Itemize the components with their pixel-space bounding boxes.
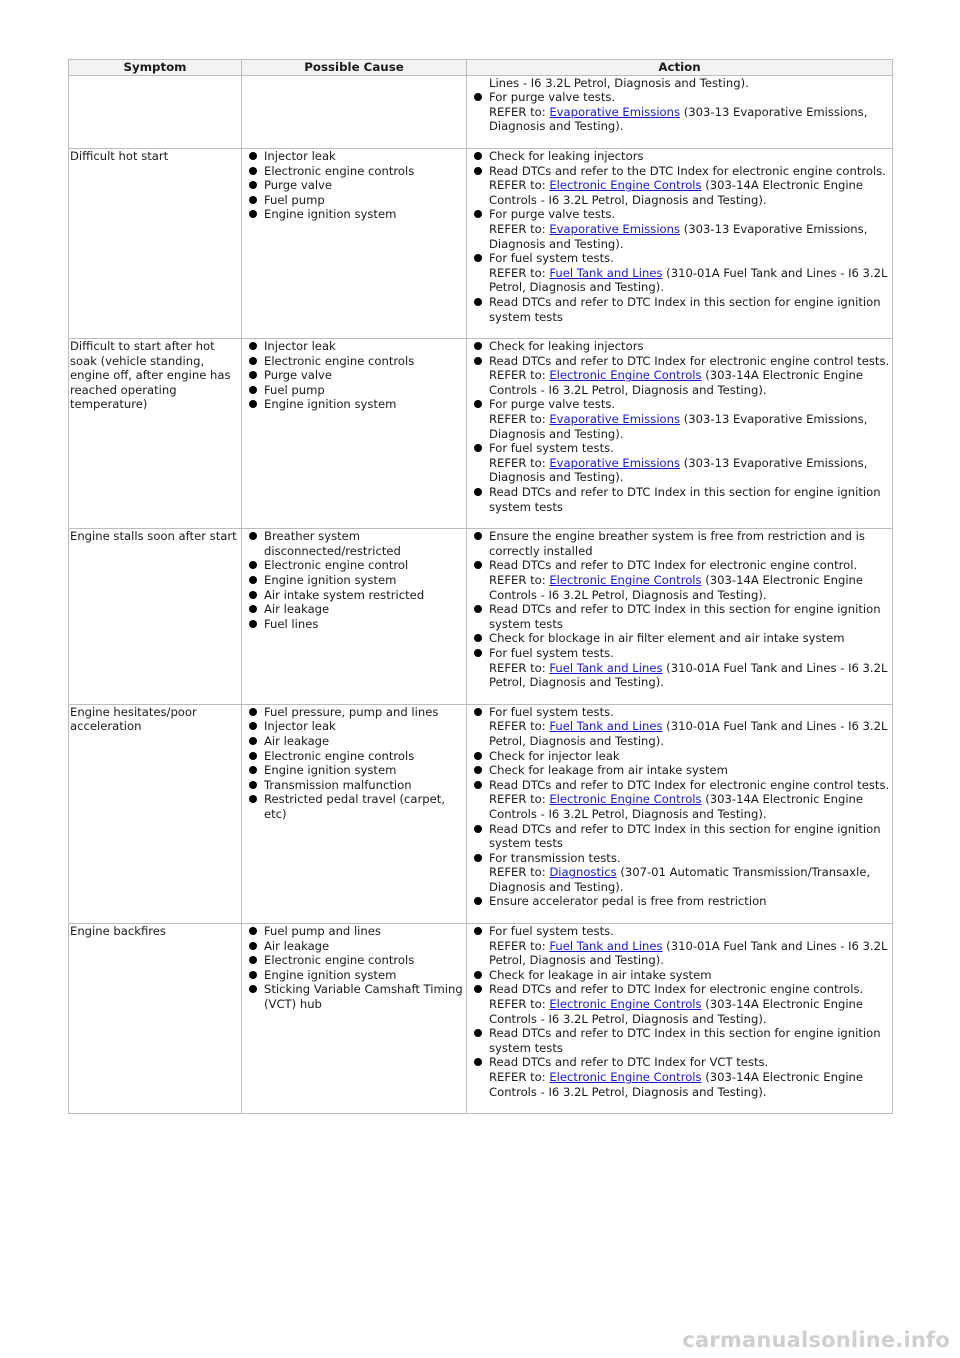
cause-item: Fuel lines (243, 617, 466, 632)
cell-spacer (468, 514, 892, 528)
action-text: Check for leaking injectors (489, 148, 644, 163)
action-text: Read DTCs and refer to DTC Index for electronic engine control. (489, 558, 858, 573)
reference-link[interactable]: Electronic Engine Controls (549, 1070, 702, 1084)
cause-item: Sticking Variable Camshaft Timing (VCT) hub (243, 982, 466, 1011)
reference-link[interactable]: Electronic Engine Controls (549, 368, 702, 383)
action-list (468, 529, 892, 690)
symptom-cell (69, 75, 242, 148)
action-text: Read DTCs and refer to DTC Index in this section for engine ignition system tests (489, 294, 881, 324)
cause-item: Purge valve (243, 368, 466, 383)
refer-to-label: REFER to: (489, 221, 550, 236)
cause-item: Engine ignition system (243, 573, 466, 588)
action-item (468, 705, 892, 749)
action-text: Read DTCs and refer to DTC Index in this section for engine ignition system tests (489, 602, 881, 631)
symptom-cell: Engine backfires (69, 924, 242, 1114)
action-text: For fuel system tests. (489, 251, 614, 266)
action-cell (467, 529, 893, 705)
cause-list (243, 339, 466, 412)
refer-to-label: REFER to: (489, 938, 550, 953)
action-list (468, 705, 892, 909)
reference-link[interactable]: Evaporative Emissions (549, 455, 681, 470)
action-item (468, 602, 892, 631)
action-item (468, 749, 892, 764)
reference-section-text: (310-01A Fuel Tank and Lines - I6 3.2L Petrol, Diagnosis and Testing). (489, 660, 888, 690)
refer-to-label: REFER to: (489, 792, 550, 807)
possible-cause-cell (242, 704, 467, 923)
action-item (468, 485, 892, 514)
action-text: For purge valve tests. (489, 207, 616, 222)
action-text: Ensure the engine breather system is free from restriction and is correctly installed (489, 529, 865, 558)
action-text: Check for leaking injectors (489, 339, 644, 354)
action-item (468, 822, 892, 851)
reference-link[interactable]: Diagnostics (549, 865, 617, 880)
cause-item: Injector leak (243, 339, 466, 354)
action-text: For fuel system tests. (489, 704, 614, 719)
table-body (69, 75, 893, 1114)
action-item (468, 149, 892, 164)
reference-link[interactable]: Evaporative Emissions (549, 104, 681, 119)
action-item (468, 207, 892, 251)
action-text: Ensure accelerator pedal is free from restriction (489, 894, 767, 909)
action-item (468, 646, 892, 690)
cause-item: Air leakage (243, 602, 466, 617)
table-row (69, 339, 893, 529)
diagnosis-table (68, 59, 893, 1114)
possible-cause-cell (242, 924, 467, 1114)
action-item (468, 164, 892, 208)
cause-item: Engine ignition system (243, 968, 466, 983)
action-item (468, 295, 892, 324)
refer-to-label: REFER to: (489, 455, 550, 470)
cause-item: Electronic engine controls (243, 749, 466, 764)
reference-section-text: (310-01A Fuel Tank and Lines - I6 3.2L Petrol, Diagnosis and Testing). (489, 938, 888, 968)
cell-spacer (468, 690, 892, 704)
action-list (468, 339, 892, 514)
table-row (69, 924, 893, 1114)
reference-section-text: (303-13 Evaporative Emissions, Diagnosis and Testing). (489, 455, 868, 485)
action-item (468, 851, 892, 895)
cause-item: Restricted pedal travel (carpet, etc) (243, 792, 466, 821)
reference-link[interactable]: Evaporative Emissions (549, 412, 681, 427)
action-item (468, 1055, 892, 1099)
action-continuation-text: Lines - I6 3.2L Petrol, Diagnosis and Testing). (489, 75, 749, 90)
cause-item: Air leakage (243, 939, 466, 954)
action-item (468, 558, 892, 602)
cell-spacer (468, 324, 892, 338)
cause-list (243, 149, 466, 222)
symptom-cell: Engine stalls soon after start (69, 529, 242, 705)
refer-to-label: REFER to: (489, 368, 550, 383)
cause-item: Purge valve (243, 178, 466, 193)
action-text: For purge valve tests. (489, 397, 616, 412)
action-item (468, 354, 892, 398)
header-possible-cause: Possible Cause (242, 60, 467, 76)
cause-item: Injector leak (243, 719, 466, 734)
reference-link[interactable]: Electronic Engine Controls (549, 573, 702, 587)
reference-section-text: (303-13 Evaporative Emissions, Diagnosis and Testing). (489, 221, 868, 251)
cause-item: Engine ignition system (243, 207, 466, 222)
cause-item: Electronic engine controls (243, 164, 466, 179)
reference-link[interactable]: Fuel Tank and Lines (549, 265, 663, 280)
action-text: For fuel system tests. (489, 441, 614, 456)
table-row (69, 148, 893, 338)
table-header-row (69, 60, 893, 76)
action-item (468, 778, 892, 822)
cause-list (243, 924, 466, 1012)
symptom-cell: Difficult to start after hot soak (vehicle standing, engine off, after engine has reached operating temperature) (69, 339, 242, 529)
action-text: Read DTCs and refer to DTC Index in this section for engine ignition system tests (489, 821, 881, 851)
action-cell (467, 704, 893, 923)
cause-item: Breather system disconnected/restricted (243, 529, 466, 558)
cell-spacer (468, 1099, 892, 1113)
reference-section-text: (303-14A Electronic Engine Controls - I6 3.2L Petrol, Diagnosis and Testing). (489, 573, 864, 602)
cause-item: Engine ignition system (243, 397, 466, 412)
cause-item: Injector leak (243, 149, 466, 164)
reference-section-text: (307-01 Automatic Transmission/Transaxle, Diagnosis and Testing). (489, 865, 871, 894)
action-text: For transmission tests. (489, 850, 621, 865)
action-cell (467, 339, 893, 529)
action-cell (467, 148, 893, 338)
action-text: Read DTCs and refer to the DTC Index for electronic engine controls. (489, 163, 886, 178)
action-item (468, 924, 892, 968)
action-list (468, 149, 892, 324)
symptom-cell: Engine hesitates/poor acceleration (69, 704, 242, 923)
refer-to-label: REFER to: (489, 104, 550, 119)
action-text: Read DTCs and refer to DTC Index for electronic engine control tests. (489, 777, 890, 792)
refer-to-label: REFER to: (489, 1070, 550, 1084)
action-cell (467, 924, 893, 1114)
cause-item: Electronic engine controls (243, 354, 466, 369)
cause-list (243, 705, 466, 822)
action-item (468, 339, 892, 354)
possible-cause-cell (242, 75, 467, 148)
refer-to-label: REFER to: (489, 178, 550, 193)
action-text: For purge valve tests. (489, 90, 616, 105)
action-text: Check for leakage from air intake system (489, 763, 728, 778)
reference-section-text: (303-14A Electronic Engine Controls - I6 3.2L Petrol, Diagnosis and Testing). (489, 792, 864, 821)
reference-section-text: (303-14A Electronic Engine Controls - I6 3.2L Petrol, Diagnosis and Testing). (489, 178, 864, 207)
reference-link[interactable]: Electronic Engine Controls (549, 997, 702, 1012)
refer-to-label: REFER to: (489, 865, 550, 880)
reference-section-text: (303-13 Evaporative Emissions, Diagnosis and Testing). (489, 104, 868, 134)
cause-item: Electronic engine control (243, 558, 466, 573)
reference-section-text: (303-14A Electronic Engine Controls - I6 3.2L Petrol, Diagnosis and Testing). (489, 368, 864, 397)
reference-section-text: (303-14A Electronic Engine Controls - I6 3.2L Petrol, Diagnosis and Testing). (489, 1070, 864, 1099)
action-text: Read DTCs and refer to DTC Index for electronic engine controls. (489, 982, 864, 997)
cause-list (243, 529, 466, 631)
cause-item: Transmission malfunction (243, 778, 466, 793)
reference-section-text: (310-01A Fuel Tank and Lines - I6 3.2L Petrol, Diagnosis and Testing). (489, 719, 888, 748)
symptom-cell: Difficult hot start (69, 148, 242, 338)
action-list (468, 924, 892, 1099)
cause-item: Fuel pump (243, 193, 466, 208)
action-item (468, 251, 892, 295)
reference-link[interactable]: Fuel Tank and Lines (549, 938, 663, 953)
table-row (69, 75, 893, 148)
header-symptom: Symptom (69, 60, 242, 76)
cause-item: Air leakage (243, 734, 466, 749)
cause-item: Engine ignition system (243, 763, 466, 778)
header-action: Action (467, 60, 893, 76)
cell-spacer (468, 909, 892, 923)
refer-to-label: REFER to: (489, 265, 550, 280)
action-list (468, 90, 892, 134)
reference-section-text: (303-13 Evaporative Emissions, Diagnosis and Testing). (489, 412, 868, 441)
refer-to-label: REFER to: (489, 997, 550, 1012)
possible-cause-cell (242, 529, 467, 705)
cause-item: Fuel pressure, pump and lines (243, 705, 466, 720)
possible-cause-cell (242, 339, 467, 529)
action-item (468, 90, 892, 134)
action-text: Read DTCs and refer to DTC Index in this section for engine ignition system tests (489, 1026, 881, 1055)
cause-item: Air intake system restricted (243, 588, 466, 603)
cause-item: Fuel pump and lines (243, 924, 466, 939)
action-text: Check for blockage in air filter element and air intake system (489, 631, 845, 646)
action-item (468, 529, 892, 558)
action-text: Check for leakage in air intake system (489, 967, 712, 982)
action-text: For fuel system tests. (489, 924, 614, 939)
cause-item: Electronic engine controls (243, 953, 466, 968)
reference-link[interactable]: Fuel Tank and Lines (549, 660, 663, 675)
reference-link[interactable]: Electronic Engine Controls (549, 792, 702, 807)
action-text: Check for injector leak (489, 748, 620, 763)
cell-spacer (468, 134, 892, 148)
table-row (69, 704, 893, 923)
action-item (468, 631, 892, 646)
action-item (468, 441, 892, 485)
action-item (468, 397, 892, 441)
table-row (69, 529, 893, 705)
action-cell (467, 75, 893, 148)
reference-link[interactable]: Fuel Tank and Lines (549, 719, 663, 734)
refer-to-label: REFER to: (489, 573, 550, 587)
action-item (468, 968, 892, 983)
action-text: Read DTCs and refer to DTC Index in this section for engine ignition system tests (489, 485, 881, 514)
reference-link[interactable]: Electronic Engine Controls (549, 178, 702, 193)
watermark-text: carmanualsonline.info (682, 1328, 950, 1352)
action-text: For fuel system tests. (489, 645, 614, 660)
refer-to-label: REFER to: (489, 412, 550, 427)
refer-to-label: REFER to: (489, 660, 550, 675)
cause-item: Fuel pump (243, 383, 466, 398)
action-item (468, 1026, 892, 1055)
reference-link[interactable]: Evaporative Emissions (549, 221, 681, 236)
action-text: Read DTCs and refer to DTC Index for electronic engine control tests. (489, 353, 890, 368)
action-item (468, 763, 892, 778)
reference-section-text: (310-01A Fuel Tank and Lines - I6 3.2L Petrol, Diagnosis and Testing). (489, 265, 888, 295)
refer-to-label: REFER to: (489, 719, 550, 734)
reference-section-text: (303-14A Electronic Engine Controls - I6 3.2L Petrol, Diagnosis and Testing). (489, 997, 864, 1026)
possible-cause-cell (242, 148, 467, 338)
action-item (468, 982, 892, 1026)
action-item (468, 894, 892, 909)
action-text: Read DTCs and refer to DTC Index for VCT tests. (489, 1055, 769, 1070)
